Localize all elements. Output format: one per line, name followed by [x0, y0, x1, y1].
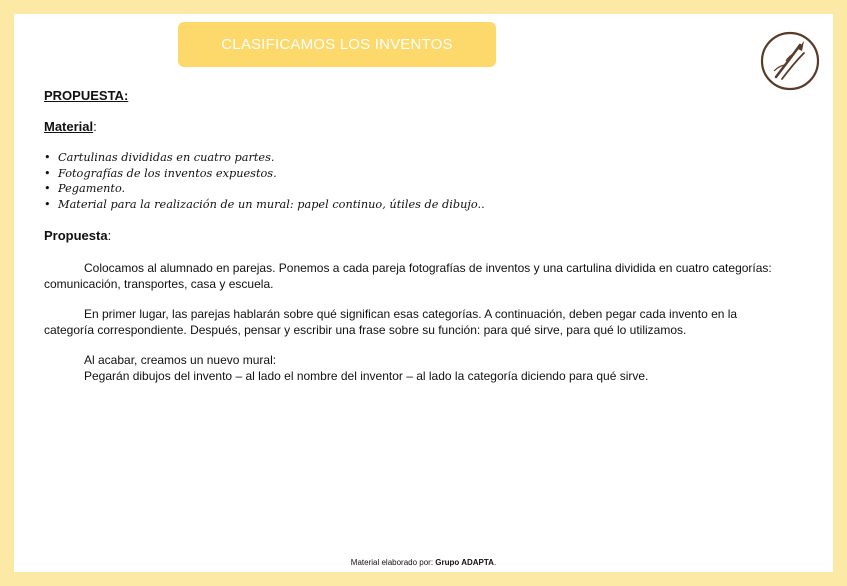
page-title: CLASIFICAMOS LOS INVENTOS [221, 36, 453, 53]
footer-author: Grupo ADAPTA [435, 558, 494, 567]
list-item: • Material para la realización de un mural: papel continuo, útiles de dibujo.. [44, 197, 485, 211]
footer-credit: Material elaborado por: Grupo ADAPTA. [350, 558, 497, 567]
paragraph-3 [44, 352, 784, 384]
paragraph-1: Colocamos al alumnado en parejas. Ponemos a cada pareja fotografías de inventos y una cartulina dividida en cuatro categorías: comunicación, transportes, casa y escuela. [44, 261, 772, 291]
paragraph-3-line-1: Al acabar, creamos un nuevo mural: [84, 353, 277, 367]
title-banner [178, 22, 496, 67]
propuesta-heading: Propuesta: [44, 228, 112, 243]
material-heading: Material: [44, 119, 97, 134]
main-heading: PROPUESTA: [44, 88, 129, 103]
brush-logo-icon [760, 31, 820, 91]
list-item: • Pegamento. [44, 182, 126, 195]
paragraph-2: En primer lugar, las parejas hablarán sobre qué significan esas categorías. A continuación, deben pegar cada invento en la categoría correspondiente. Después, pensar y escribir una frase sobre su función: para qué sirve, para qué lo utilizamos. [44, 307, 738, 337]
list-item: • Cartulinas divididas en cuatro partes. [44, 151, 275, 164]
materials-list [44, 150, 485, 212]
list-item: • Fotografías de los inventos expuestos. [44, 166, 277, 180]
document-page [14, 14, 833, 572]
paragraph-3-line-2: Pegarán dibujos del invento – al lado el nombre del inventor – al lado la categoría diciendo para qué sirve. [84, 369, 649, 383]
